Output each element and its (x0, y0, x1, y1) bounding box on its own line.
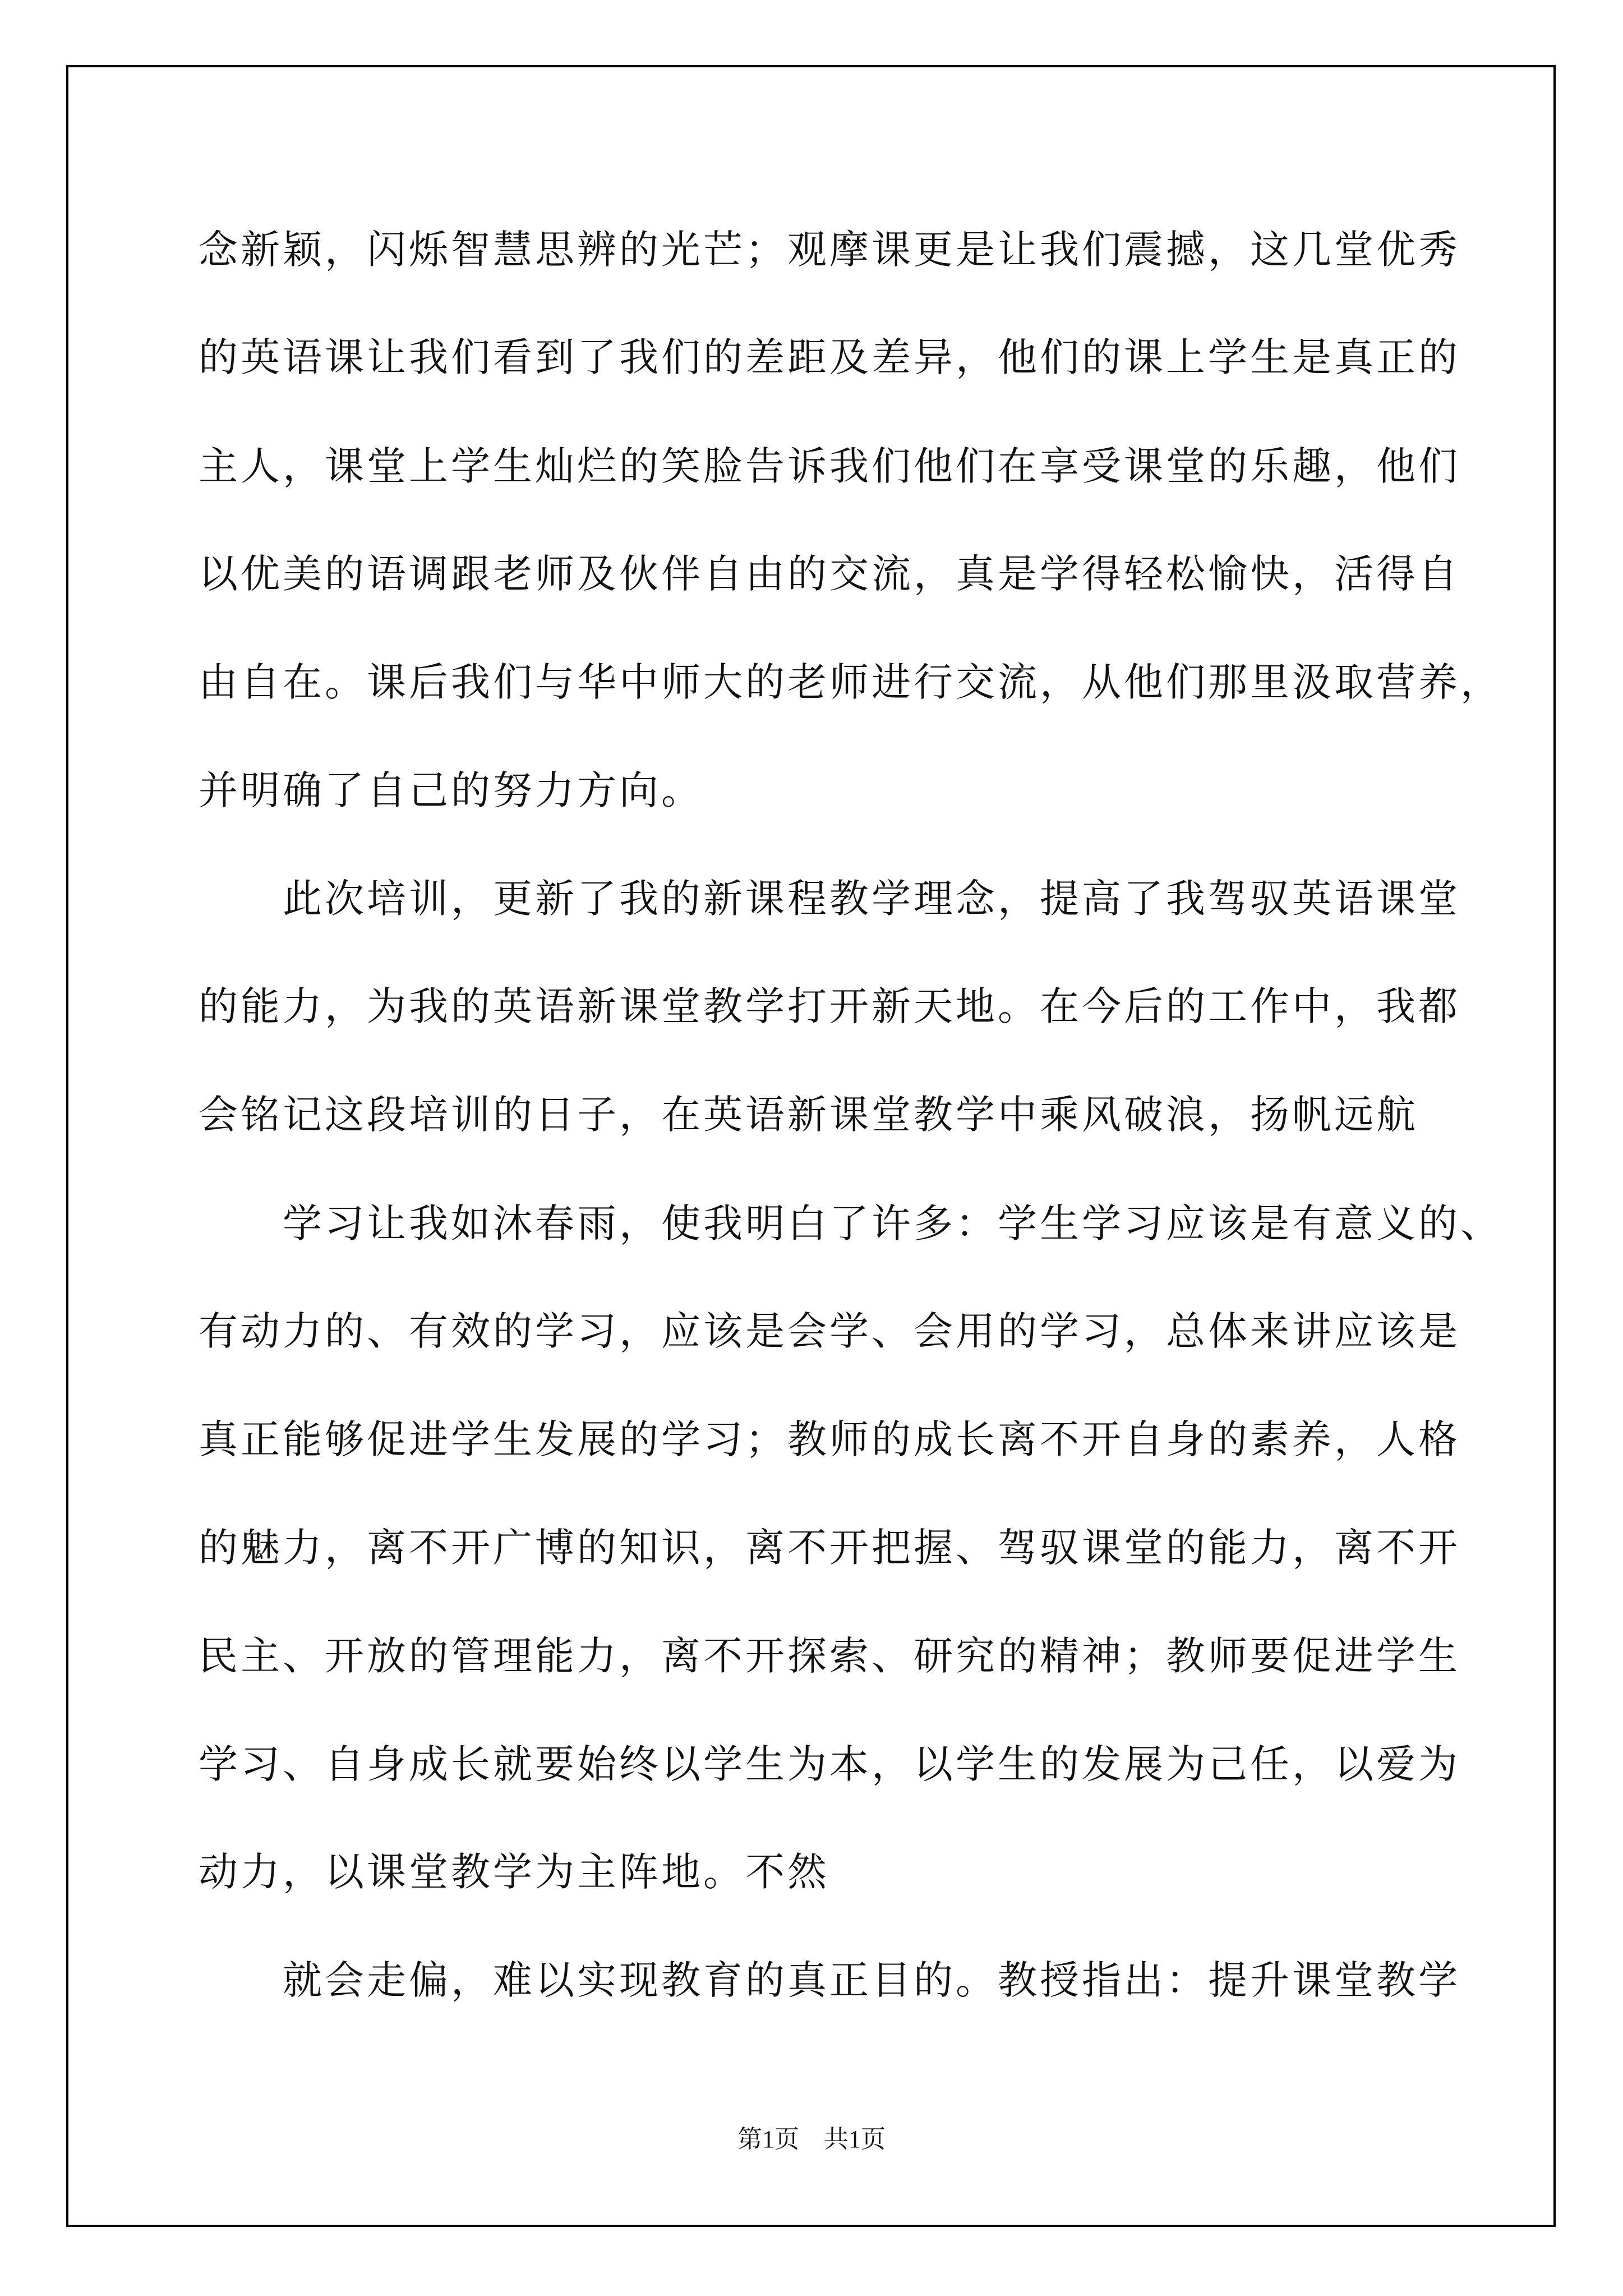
page-number-footer: 第1页 共1页 (737, 2125, 886, 2153)
text-line: 的能力，为我的英语新课堂教学打开新天地。在今后的工作中，我都 (199, 983, 1460, 1029)
text-line: 就会走偏，难以实现教育的真正目的。教授指出：提升课堂教学 (199, 1957, 1460, 2003)
text-line: 有动力的、有效的学习，应该是会学、会用的学习，总体来讲应该是 (199, 1308, 1460, 1354)
text-line: 真正能够促进学生发展的学习；教师的成长离不开自身的素养，人格 (199, 1416, 1460, 1462)
text-line: 以优美的语调跟老师及伙伴自由的交流，真是学得轻松愉快，活得自 (199, 551, 1460, 597)
text-line: 动力，以课堂教学为主阵地。不然 (199, 1849, 829, 1895)
text-line: 的英语课让我们看到了我们的差距及差异，他们的课上学生是真正的 (199, 334, 1460, 380)
text-line: 由自在。课后我们与华中师大的老师进行交流，从他们那里汲取营养， (199, 659, 1502, 705)
text-line: 学习、自身成长就要始终以学生为本，以学生的发展为己任，以爱为 (199, 1741, 1460, 1787)
text-line: 学习让我如沐春雨，使我明白了许多：学生学习应该是有意义的、 (199, 1200, 1502, 1246)
text-line: 念新颖，闪烁智慧思辨的光芒；观摩课更是让我们震撼，这几堂优秀 (199, 227, 1460, 273)
text-line: 此次培训，更新了我的新课程教学理念，提高了我驾驭英语课堂 (199, 876, 1460, 922)
text-line: 的魅力，离不开广博的知识，离不开把握、驾驭课堂的能力，离不开 (199, 1525, 1460, 1571)
text-line: 并明确了自己的努力方向。 (199, 767, 703, 813)
text-line: 主人，课堂上学生灿烂的笑脸告诉我们他们在享受课堂的乐趣，他们 (199, 443, 1460, 489)
text-line: 会铭记这段培训的日子，在英语新课堂教学中乘风破浪，扬帆远航 (199, 1092, 1418, 1138)
text-line: 民主、开放的管理能力，离不开探索、研究的精神；教师要促进学生 (199, 1633, 1460, 1679)
page-border (66, 65, 1556, 2227)
